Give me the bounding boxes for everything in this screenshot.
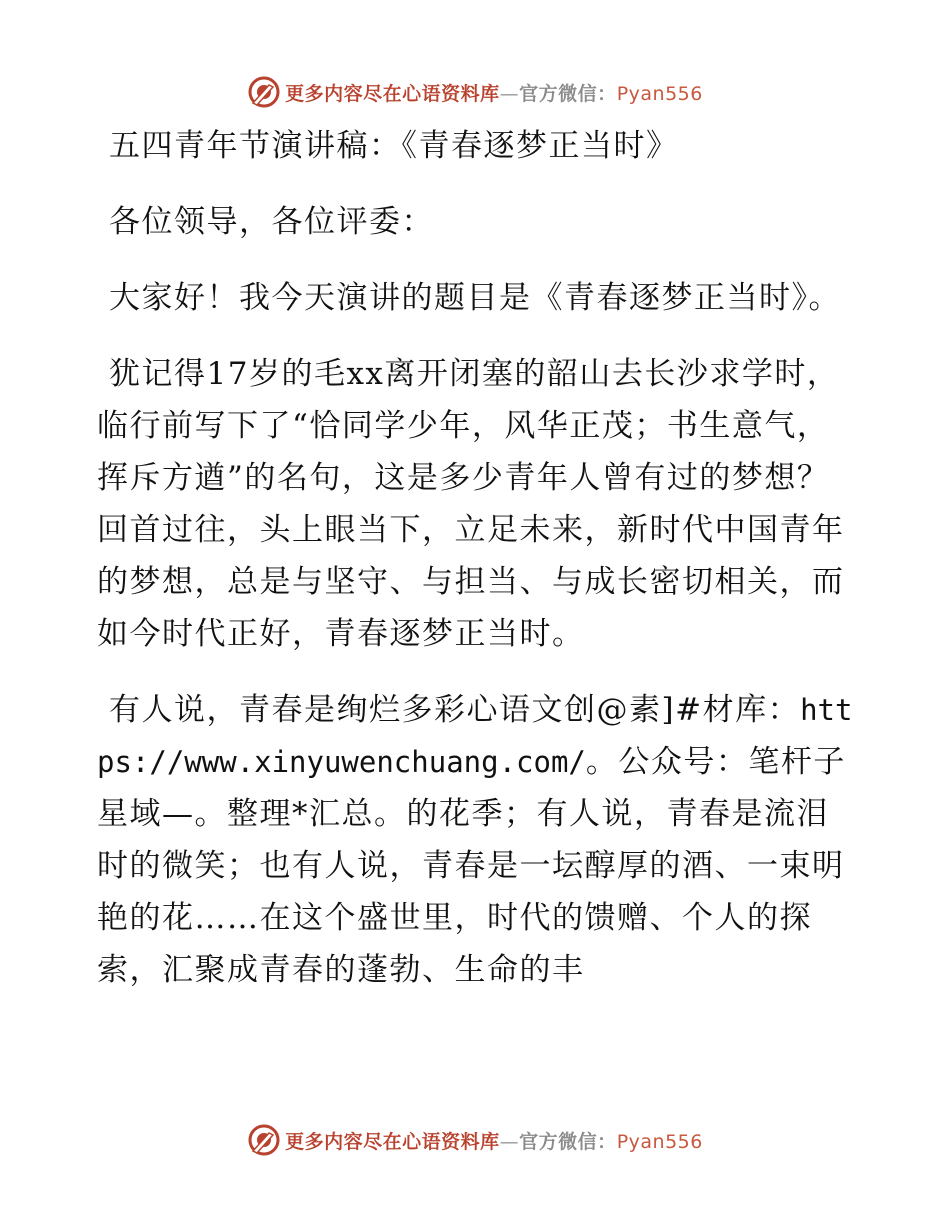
document-title: 五四青年节演讲稿：《青春逐梦正当时》 [109, 128, 679, 164]
body-paragraph-2 [97, 684, 857, 996]
watermark-separator: — [499, 82, 520, 105]
watermark-text [285, 79, 703, 106]
watermark-wechat-label: 官方微信： [519, 1130, 617, 1153]
salutation: 各位领导，各位评委： [109, 204, 434, 240]
header-watermark [0, 72, 950, 112]
greeting-paragraph: 大家好！我今天演讲的题目是《青春逐梦正当时》。 [109, 280, 841, 316]
watermark-wechat-label: 官方微信： [519, 82, 617, 105]
watermark-separator: — [499, 1130, 520, 1153]
document-body [97, 120, 857, 1020]
website-url: https://www.xinyuwenchuang.com/ [97, 693, 853, 779]
quill-seal-icon [247, 75, 281, 109]
footer-watermark [0, 1120, 950, 1160]
paragraph2-part-a: 有人说，青春是绚烂多彩心语文创@素]#材库： [109, 692, 801, 728]
watermark-wechat-id: Pyan556 [616, 82, 703, 105]
paragraph2-part-b: 。公众号：笔杆子星域—。整理*汇总。的花季；有人说，青春是流泪时的微笑；也有人说，青春是一坛醇厚的酒、一束明艳的花……在这个盛世里，时代的馈赠、个人的探索，汇聚成青春的蓬勃、生命的丰 [97, 744, 846, 988]
watermark-wechat-id: Pyan556 [616, 1130, 703, 1153]
watermark-lead: 更多内容尽在心语资料库 [285, 82, 500, 105]
watermark-text [285, 1127, 703, 1154]
quill-seal-icon [247, 1123, 281, 1157]
watermark-lead: 更多内容尽在心语资料库 [285, 1130, 500, 1153]
body-paragraph-1: 犹记得17岁的毛xx离开闭塞的韶山去长沙求学时，临行前写下了“恰同学少年，风华正茂；书生意气，挥斥方遒”的名句，这是多少青年人曾有过的梦想？回首过往，头上眼当下，立足未来，新时代中国青年的梦想，总是与坚守、与担当、与成长密切相关，而如今时代正好，青春逐梦正当时。 [97, 356, 845, 652]
